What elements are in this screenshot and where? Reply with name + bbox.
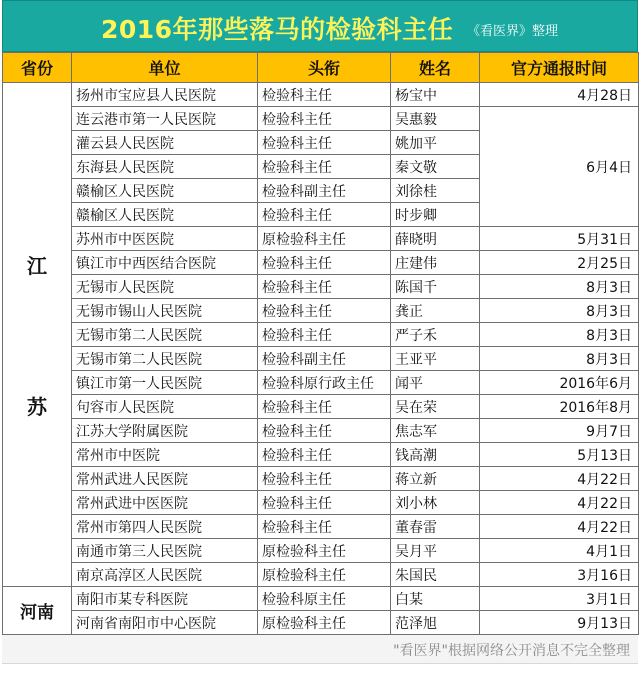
title-cell: 检验科主任 (258, 467, 391, 491)
unit-cell: 连云港市第一人民医院 (72, 107, 258, 131)
unit-cell: 东海县人民医院 (72, 155, 258, 179)
name-cell: 范泽旭 (391, 611, 480, 635)
province-cell-jiangsu (3, 83, 72, 587)
name-cell: 严子禾 (391, 323, 480, 347)
province-jiangsu-char-1: 江 (27, 253, 47, 278)
date-cell-merged: 6月4日 (480, 107, 639, 227)
table-row (3, 611, 639, 635)
header-date: 官方通报时间 (480, 53, 639, 83)
province-jiangsu-char-2: 苏 (27, 394, 47, 419)
table-row (3, 515, 639, 539)
name-cell: 闻平 (391, 371, 480, 395)
title-cell: 检验科主任 (258, 395, 391, 419)
spreadsheet (2, 0, 638, 664)
title-cell: 检验科主任 (258, 131, 391, 155)
header-name: 姓名 (391, 53, 480, 83)
table-row (3, 467, 639, 491)
province-cell-henan: 河南 (3, 587, 72, 635)
unit-cell: 赣榆区人民医院 (72, 203, 258, 227)
name-cell: 陈国千 (391, 275, 480, 299)
name-cell: 刘小林 (391, 491, 480, 515)
date-cell: 3月1日 (480, 587, 639, 611)
title-bar (2, 0, 638, 52)
unit-cell: 句容市人民医院 (72, 395, 258, 419)
title-cell: 检验科主任 (258, 107, 391, 131)
name-cell: 吴月平 (391, 539, 480, 563)
title-cell: 检验科主任 (258, 419, 391, 443)
footer (2, 635, 638, 664)
table-row (3, 395, 639, 419)
header-row (3, 53, 639, 83)
name-cell: 姚加平 (391, 131, 480, 155)
table-row (3, 299, 639, 323)
unit-cell: 常州市中医院 (72, 443, 258, 467)
date-cell: 8月3日 (480, 275, 639, 299)
unit-cell: 常州武进中医医院 (72, 491, 258, 515)
table-row (3, 587, 639, 611)
table-row (3, 323, 639, 347)
page-title: 2016年那些落马的检验科主任 (101, 15, 454, 44)
table-row (3, 227, 639, 251)
name-cell: 王亚平 (391, 347, 480, 371)
title-cell: 检验科主任 (258, 299, 391, 323)
table-row (3, 491, 639, 515)
title-cell: 原检验科主任 (258, 227, 391, 251)
table-row (3, 563, 639, 587)
date-cell: 4月22日 (480, 515, 639, 539)
header-province: 省份 (3, 53, 72, 83)
name-cell: 杨宝中 (391, 83, 480, 107)
date-cell: 2016年6月 (480, 371, 639, 395)
name-cell: 蒋立新 (391, 467, 480, 491)
table-row (3, 539, 639, 563)
date-cell: 2月25日 (480, 251, 639, 275)
unit-cell: 南通市第三人民医院 (72, 539, 258, 563)
unit-cell: 无锡市第二人民医院 (72, 347, 258, 371)
date-cell: 5月31日 (480, 227, 639, 251)
unit-cell: 苏州市中医医院 (72, 227, 258, 251)
table-row (3, 347, 639, 371)
unit-cell: 扬州市宝应县人民医院 (72, 83, 258, 107)
date-cell: 4月28日 (480, 83, 639, 107)
name-cell: 朱国民 (391, 563, 480, 587)
date-cell: 8月3日 (480, 299, 639, 323)
title-cell: 检验科主任 (258, 83, 391, 107)
unit-cell: 南阳市某专科医院 (72, 587, 258, 611)
name-cell: 白某 (391, 587, 480, 611)
unit-cell: 常州武进人民医院 (72, 467, 258, 491)
unit-cell: 河南省南阳市中心医院 (72, 611, 258, 635)
unit-cell: 赣榆区人民医院 (72, 179, 258, 203)
officials-table (2, 52, 639, 635)
unit-cell: 常州市第四人民医院 (72, 515, 258, 539)
date-cell: 9月13日 (480, 611, 639, 635)
table-row (3, 443, 639, 467)
date-cell: 4月1日 (480, 539, 639, 563)
footer-note: "看医界"根据网络公开消息不完全整理 (393, 643, 630, 659)
unit-cell: 镇江市第一人民医院 (72, 371, 258, 395)
title-cell: 检验科主任 (258, 323, 391, 347)
table-row (3, 83, 639, 107)
name-cell: 秦文敬 (391, 155, 480, 179)
table-row (3, 419, 639, 443)
title-cell: 检验科主任 (258, 491, 391, 515)
header-unit: 单位 (72, 53, 258, 83)
source-note: 《看医界》整理 (467, 24, 559, 39)
title-cell: 原检验科主任 (258, 611, 391, 635)
title-cell: 检验科主任 (258, 515, 391, 539)
date-cell: 8月3日 (480, 323, 639, 347)
date-cell: 9月7日 (480, 419, 639, 443)
name-cell: 焦志军 (391, 419, 480, 443)
name-cell: 时步卿 (391, 203, 480, 227)
title-cell: 检验科副主任 (258, 179, 391, 203)
table-row (3, 251, 639, 275)
title-cell: 原检验科主任 (258, 539, 391, 563)
name-cell: 薛晓明 (391, 227, 480, 251)
unit-cell: 无锡市锡山人民医院 (72, 299, 258, 323)
title-cell: 检验科主任 (258, 251, 391, 275)
date-cell: 3月16日 (480, 563, 639, 587)
name-cell: 钱高潮 (391, 443, 480, 467)
title-cell: 检验科原行政主任 (258, 371, 391, 395)
title-cell: 检验科主任 (258, 155, 391, 179)
date-cell: 5月13日 (480, 443, 639, 467)
name-cell: 吴惠毅 (391, 107, 480, 131)
table-row (3, 275, 639, 299)
unit-cell: 南京高淳区人民医院 (72, 563, 258, 587)
unit-cell: 无锡市人民医院 (72, 275, 258, 299)
title-cell: 检验科副主任 (258, 347, 391, 371)
table-row (3, 107, 639, 131)
date-cell: 2016年8月 (480, 395, 639, 419)
name-cell: 刘徐桂 (391, 179, 480, 203)
date-cell: 4月22日 (480, 467, 639, 491)
title-cell: 检验科主任 (258, 275, 391, 299)
name-cell: 吴在荣 (391, 395, 480, 419)
name-cell: 龚正 (391, 299, 480, 323)
table-row (3, 371, 639, 395)
unit-cell: 无锡市第二人民医院 (72, 323, 258, 347)
unit-cell: 江苏大学附属医院 (72, 419, 258, 443)
unit-cell: 灌云县人民医院 (72, 131, 258, 155)
title-cell: 原检验科主任 (258, 563, 391, 587)
header-title: 头衔 (258, 53, 391, 83)
title-cell: 检验科原主任 (258, 587, 391, 611)
name-cell: 董春雷 (391, 515, 480, 539)
name-cell: 庄建伟 (391, 251, 480, 275)
title-cell: 检验科主任 (258, 443, 391, 467)
title-cell: 检验科主任 (258, 203, 391, 227)
date-cell: 4月22日 (480, 491, 639, 515)
unit-cell: 镇江市中西医结合医院 (72, 251, 258, 275)
date-cell: 8月3日 (480, 347, 639, 371)
